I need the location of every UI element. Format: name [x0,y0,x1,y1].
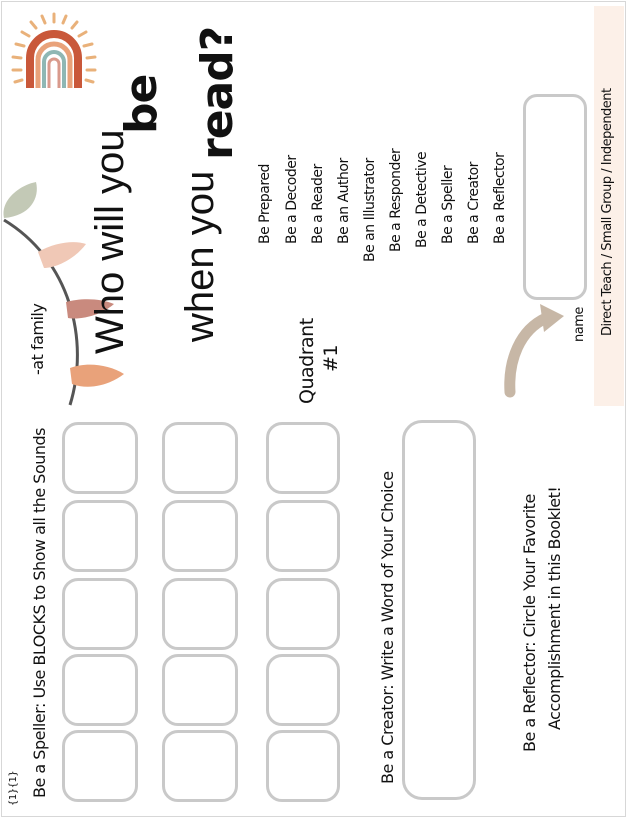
role-item: Be Prepared [257,164,273,244]
sound-block[interactable] [62,422,138,494]
name-label: name [572,307,587,342]
sound-block[interactable] [162,654,238,726]
role-item: Be a Responder [388,148,404,252]
role-item: Be a Speller [440,165,456,244]
role-item: Be an Author [336,158,352,244]
role-item: Be a Detective [414,151,430,248]
role-item: Be a Reader [310,164,326,244]
sound-block[interactable] [62,578,138,650]
speller-instruction: Be a Speller: Use BLOCKS to Show all the Sounds [30,427,49,798]
family-label: -at family [28,303,47,375]
sound-block[interactable] [266,422,340,494]
role-item: Be a Reflector [492,152,508,244]
sound-block[interactable] [162,578,238,650]
word-of-choice-field[interactable] [402,420,476,800]
sound-block[interactable] [266,730,340,802]
title-be: be [116,74,167,134]
page-marker: {1}{1} [8,770,19,806]
role-item: Be a Decoder [284,155,300,244]
sound-block[interactable] [62,730,138,802]
curved-arrow-icon [500,300,570,400]
reflector-instruction-line1: Be a Reflector: Circle Your Favorite [520,494,539,752]
role-item: Be a Creator [466,162,482,244]
quadrant-number: #1 [320,344,342,372]
sound-block[interactable] [162,500,238,572]
instruction-band-text: Direct Teach / Small Group / Independent [600,88,615,336]
sound-block[interactable] [266,578,340,650]
title-read: read? [192,26,243,160]
sound-block[interactable] [62,654,138,726]
sound-block[interactable] [162,422,238,494]
role-item: Be an Illustrator [362,158,378,262]
rainbow-icon [8,10,103,95]
sound-block[interactable] [266,500,340,572]
sound-block[interactable] [62,500,138,572]
name-field[interactable] [523,94,587,300]
reflector-instruction-line2: Accomplishment in this Booklet! [545,486,564,730]
title-when-you: when you [178,170,222,342]
creator-instruction: Be a Creator: Write a Word of Your Choice [378,471,397,784]
sound-block[interactable] [162,730,238,802]
title-who-will-you: Who will you [88,129,132,354]
quadrant-label: Quadrant [296,318,318,404]
sound-block[interactable] [266,654,340,726]
